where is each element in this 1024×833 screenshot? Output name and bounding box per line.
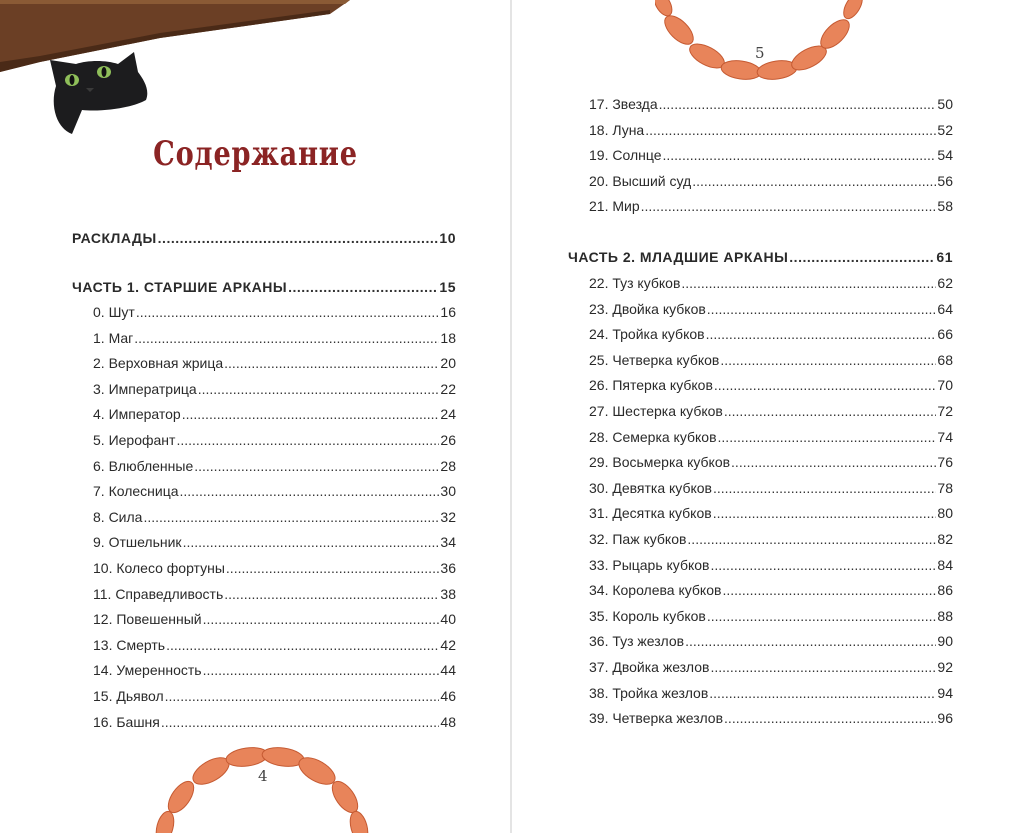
dot-leader: [713, 503, 937, 523]
dot-leader: [710, 657, 936, 677]
toc-entry-label: 13. Смерть: [93, 636, 166, 653]
toc-entry-label: 0. Шут: [93, 304, 135, 320]
toc-entry: [589, 580, 953, 600]
toc-entry: [589, 196, 953, 216]
toc-entry-page: 74: [937, 428, 953, 445]
toc-entry: [589, 94, 953, 114]
toc-entry: [589, 324, 953, 344]
toc-entry: [93, 430, 456, 450]
page-number-right: 5: [755, 44, 765, 62]
toc-entry: [589, 145, 953, 165]
toc-entry-page: 10: [439, 230, 456, 246]
dot-leader: [709, 683, 936, 703]
dot-leader: [731, 452, 936, 472]
toc-entry-page: 38: [440, 585, 456, 602]
toc-entry-label: 25. Четверка кубков: [589, 351, 720, 368]
toc-entry-page: 22: [440, 380, 456, 397]
toc-entry-label: 29. Восьмерка кубков: [589, 454, 731, 471]
toc-entry: [93, 712, 456, 732]
toc-entry-label: 20. Высший суд: [589, 172, 692, 189]
dot-leader: [687, 529, 936, 549]
dot-leader: [645, 120, 936, 140]
toc-entry-page: 18: [440, 329, 456, 346]
toc-entry-label: 17. Звезда: [589, 96, 658, 112]
toc-entry: [589, 452, 953, 472]
toc-entry-label: 27. Шестерка кубков: [589, 403, 723, 419]
toc-entry-label: 16. Башня: [93, 713, 160, 730]
toc-entry: [589, 427, 953, 447]
dot-leader: [663, 145, 937, 165]
toc-entry-page: 42: [440, 636, 456, 653]
toc-entry-page: 64: [937, 300, 953, 317]
dot-leader: [706, 324, 937, 344]
toc-entry-page: 44: [440, 662, 456, 679]
toc-entry: [589, 657, 953, 677]
toc-entry-page: 54: [937, 147, 953, 164]
toc-entry: [93, 686, 456, 706]
toc-entry-page: 50: [937, 96, 953, 112]
toc-entry-label: 26. Пятерка кубков: [589, 377, 713, 394]
toc-entry: [93, 609, 456, 629]
toc-entry-page: 78: [937, 479, 953, 496]
toc-entry-page: 62: [937, 275, 953, 291]
toc-entry-page: 92: [937, 659, 953, 675]
dot-leader: [224, 584, 439, 604]
toc-entry-page: 82: [937, 531, 953, 547]
black-cat-illustration: [42, 50, 152, 135]
toc-entry-label: 11. Справедливость: [93, 585, 224, 602]
toc-entry: [589, 683, 953, 703]
toc-entry-page: 20: [440, 355, 456, 372]
toc-entry: [93, 660, 456, 680]
dot-leader: [789, 247, 935, 267]
toc-entry: [589, 631, 953, 651]
dot-leader: [143, 507, 439, 527]
toc-entry-label: 36. Туз жезлов: [589, 633, 685, 650]
toc-entry: [589, 478, 953, 498]
toc-entry-label: 38. Тройка жезлов: [589, 684, 709, 701]
toc-entry: [93, 302, 456, 322]
toc-entry-label: 5. Иерофант: [93, 432, 176, 448]
toc-entry-label: 32. Паж кубков: [589, 531, 687, 547]
toc-entry-label: 1. Маг: [93, 329, 134, 346]
toc-entry-page: 40: [440, 611, 456, 628]
toc-entry-label: 14. Умеренность: [93, 662, 202, 679]
toc-entry: [72, 228, 456, 248]
dot-leader: [681, 273, 936, 293]
toc-entry-page: 72: [937, 403, 953, 419]
dot-leader: [198, 379, 440, 399]
toc-entry-page: 56: [937, 172, 953, 189]
toc-entry-label: 22. Туз кубков: [589, 275, 681, 291]
left-page: [0, 0, 511, 833]
toc-entry: [93, 507, 456, 527]
dot-leader: [288, 277, 438, 297]
dot-leader: [724, 708, 936, 728]
toc-entry: [568, 247, 953, 267]
toc-entry-label: 8. Сила: [93, 508, 143, 525]
dot-leader: [659, 94, 937, 114]
dot-leader: [685, 631, 936, 651]
dot-leader: [158, 228, 439, 248]
dot-leader: [718, 427, 937, 447]
dot-leader: [641, 196, 937, 216]
toc-entry: [589, 171, 953, 191]
sausage-garland-illustration: [143, 745, 383, 833]
toc-entry-page: 15: [439, 279, 456, 295]
toc-entry: [589, 708, 953, 728]
dot-leader: [720, 350, 936, 370]
toc-entry-label: 15. Дьявол: [93, 688, 164, 704]
toc-entry-label: 37. Двойка жезлов: [589, 659, 710, 675]
toc-entry-page: 76: [937, 454, 953, 471]
dot-leader: [707, 299, 937, 319]
dot-leader: [136, 302, 440, 322]
toc-entry-page: 32: [440, 508, 456, 525]
toc-entry: [589, 273, 953, 293]
toc-entry-page: 90: [937, 633, 953, 650]
toc-entry-label: ЧАСТЬ 1. СТАРШИЕ АРКАНЫ: [72, 279, 288, 295]
dot-leader: [707, 606, 937, 626]
toc-entry: [93, 532, 456, 552]
toc-entry-page: 94: [937, 684, 953, 701]
toc-entry-label: 19. Солнце: [589, 147, 662, 164]
toc-entry-page: 26: [440, 432, 456, 448]
dot-leader: [180, 481, 440, 501]
sausage-garland-illustration: [655, 0, 865, 86]
toc-entry-page: 66: [937, 326, 953, 343]
dot-leader: [166, 635, 439, 655]
toc-entry-label: 24. Тройка кубков: [589, 326, 705, 343]
toc-entry-page: 46: [440, 688, 456, 704]
toc-entry-label: ЧАСТЬ 2. МЛАДШИЕ АРКАНЫ: [568, 249, 789, 265]
dot-leader: [183, 532, 440, 552]
toc-entry-page: 88: [937, 607, 953, 624]
toc-entry-label: 4. Император: [93, 406, 181, 423]
dot-leader: [722, 580, 936, 600]
dot-leader: [165, 686, 440, 706]
toc-entry-page: 84: [937, 556, 953, 573]
page-title: Содержание: [153, 134, 358, 174]
dot-leader: [203, 660, 440, 680]
toc-entry-page: 30: [440, 483, 456, 500]
right-page: [512, 0, 1024, 833]
toc-entry: [589, 120, 953, 140]
page-number-left: 4: [258, 767, 268, 785]
toc-entry: [93, 353, 456, 373]
dot-leader: [203, 609, 440, 629]
dot-leader: [713, 478, 936, 498]
toc-entry-label: 35. Король кубков: [589, 607, 706, 624]
toc-entry-page: 48: [440, 713, 456, 730]
toc-entry: [72, 277, 456, 297]
dot-leader: [161, 712, 440, 732]
dot-leader: [194, 456, 439, 476]
toc-entry-label: 18. Луна: [589, 121, 645, 138]
dot-leader: [714, 375, 937, 395]
toc-entry-label: 2. Верховная жрица: [93, 355, 224, 372]
toc-entry-label: 39. Четверка жезлов: [589, 710, 724, 727]
toc-entry-page: 28: [440, 457, 456, 474]
toc-entry-page: 80: [937, 505, 953, 522]
toc-entry: [93, 328, 456, 348]
toc-entry: [93, 558, 456, 578]
toc-entry-page: 58: [937, 198, 953, 215]
dot-leader: [226, 558, 440, 578]
toc-entry-page: 24: [440, 406, 456, 423]
toc-entry-label: 28. Семерка кубков: [589, 428, 717, 445]
dot-leader: [176, 430, 439, 450]
dot-leader: [182, 404, 440, 424]
toc-entry-page: 68: [937, 351, 953, 368]
toc-entry-label: 6. Влюбленные: [93, 457, 194, 474]
toc-entry-page: 86: [937, 582, 953, 599]
toc-entry-label: 33. Рыцарь кубков: [589, 556, 710, 573]
toc-entry: [93, 584, 456, 604]
toc-entry-label: 30. Девятка кубков: [589, 479, 712, 496]
toc-entry: [93, 404, 456, 424]
toc-entry-label: РАСКЛАДЫ: [72, 230, 157, 246]
toc-entry-label: 31. Десятка кубков: [589, 505, 712, 522]
toc-entry-page: 34: [440, 534, 456, 551]
toc-entry-label: 9. Отшельник: [93, 534, 182, 551]
toc-entry-page: 70: [937, 377, 953, 394]
dot-leader: [134, 328, 439, 348]
dot-leader: [711, 555, 937, 575]
toc-entry-label: 23. Двойка кубков: [589, 300, 706, 317]
dot-leader: [224, 353, 439, 373]
toc-entry-page: 52: [937, 121, 953, 138]
toc-entry: [93, 379, 456, 399]
toc-entry-page: 36: [440, 560, 456, 576]
toc-entry-label: 7. Колесница: [93, 483, 179, 500]
toc-entry: [589, 555, 953, 575]
dot-leader: [724, 401, 937, 421]
toc-entry: [589, 299, 953, 319]
toc-entry: [589, 375, 953, 395]
toc-entry-label: 10. Колесо фортуны: [93, 560, 225, 576]
toc-entry: [589, 350, 953, 370]
toc-entry-label: 21. Мир: [589, 198, 640, 215]
dot-leader: [692, 171, 936, 191]
toc-entry-page: 61: [936, 249, 953, 265]
toc-entry: [93, 456, 456, 476]
toc-entry: [589, 529, 953, 549]
toc-entry: [93, 635, 456, 655]
toc-entry: [589, 503, 953, 523]
toc-entry-page: 16: [440, 304, 456, 320]
toc-entry-page: 96: [937, 710, 953, 727]
toc-entry: [589, 606, 953, 626]
toc-entry-label: 3. Императрица: [93, 380, 197, 397]
toc-entry-label: 12. Повешенный: [93, 611, 202, 628]
toc-entry: [589, 401, 953, 421]
toc-entry: [93, 481, 456, 501]
toc-entry-label: 34. Королева кубков: [589, 582, 722, 599]
